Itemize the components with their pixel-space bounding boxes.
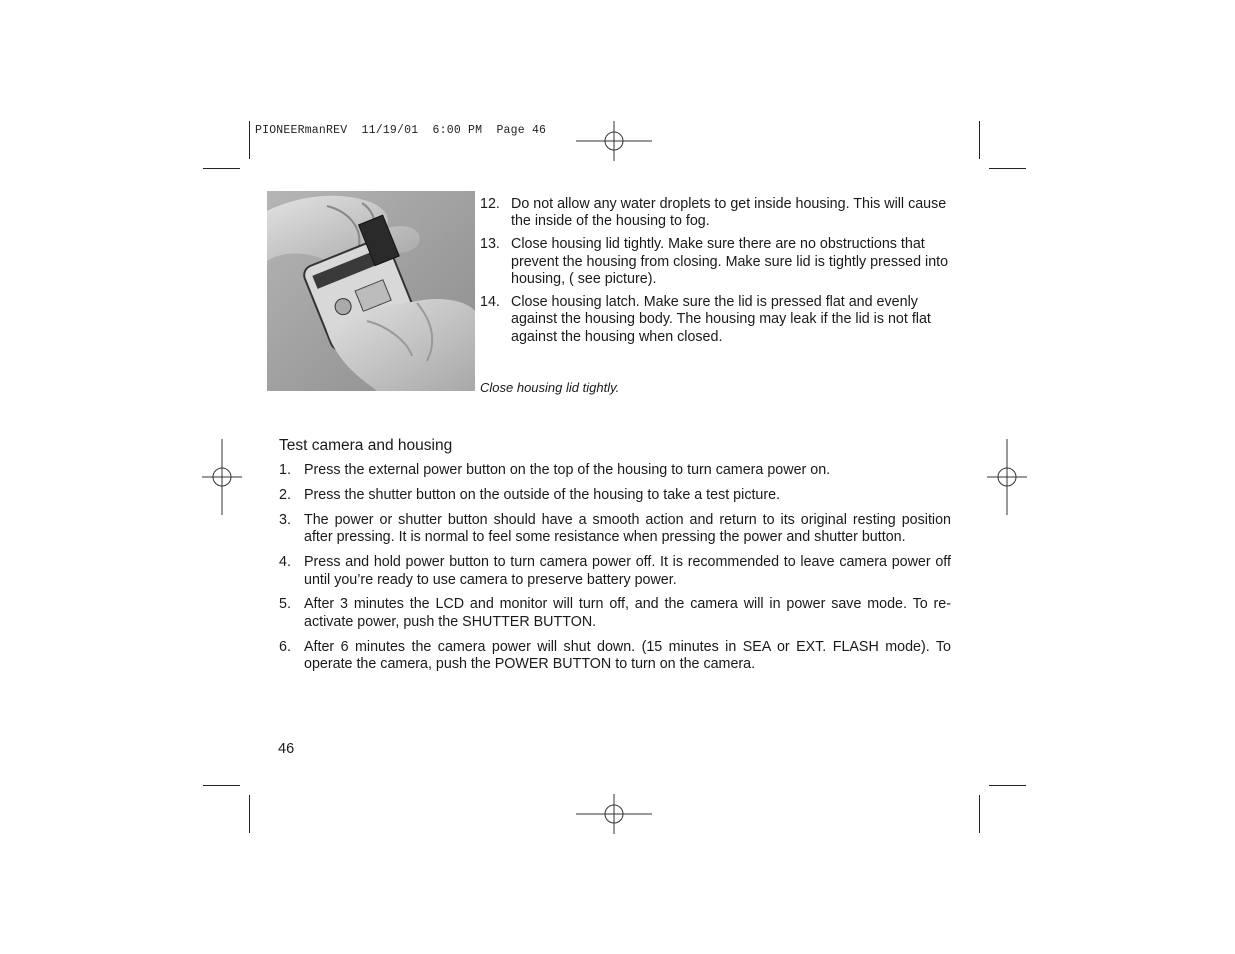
- step-text: After 3 minutes the LCD and monitor will turn off, and the camera will in power save mode. To re-activate power, push the SHUTTER BUTTON.: [304, 596, 951, 630]
- step-number: 2.: [279, 486, 291, 503]
- section-heading: Test camera and housing: [279, 437, 453, 454]
- crop-mark-bottom-left-horizontal: [203, 785, 240, 786]
- crop-mark-top-right-horizontal: [989, 168, 1026, 169]
- step-text: Press the external power button on the top of the housing to turn camera power on.: [304, 462, 831, 478]
- step-number: 14.: [480, 294, 500, 311]
- step-number: 13.: [480, 236, 500, 253]
- step-text: The power or shutter button should have a smooth action and return to its original resting position after pressing. It is normal to feel some resistance when pressing the power and shutter button.: [304, 511, 951, 546]
- list-item: [279, 462, 951, 479]
- main-steps-list: [279, 462, 951, 681]
- photo-caption: Close housing lid tightly.: [480, 380, 620, 395]
- crop-mark-top-left-vertical: [249, 121, 250, 159]
- step-text: After 6 minutes the camera power will shut down. (15 minutes in SEA or EXT. FLASH mode). To operate the camera, push the POWER BUTTON to turn on the camera.: [304, 638, 951, 673]
- crop-mark-bottom-right-horizontal: [989, 785, 1026, 786]
- crop-mark-top-left-horizontal: [203, 168, 240, 169]
- registration-mark-top: [576, 121, 652, 161]
- step-text: Press the shutter button on the outside of the housing to take a test picture.: [304, 486, 781, 503]
- registration-mark-left: [202, 439, 242, 515]
- print-slug: PIONEERmanREV 11/19/01 6:00 PM Page 46: [255, 124, 547, 137]
- page-number: 46: [278, 741, 295, 757]
- list-item: [279, 512, 951, 547]
- step-number: 1.: [279, 462, 291, 478]
- list-item: [480, 294, 958, 346]
- crop-mark-bottom-left-vertical: [249, 795, 250, 833]
- registration-mark-bottom: [576, 794, 652, 834]
- step-text: Close housing latch. Make sure the lid is pressed flat and evenly against the housing body. The housing may leak if the lid is not flat against the housing when closed.: [511, 294, 931, 345]
- list-item: [480, 196, 958, 231]
- list-item: [279, 554, 951, 589]
- step-number: 4.: [279, 554, 291, 571]
- registration-mark-right: [987, 439, 1027, 515]
- top-steps-list: [480, 196, 958, 352]
- crop-mark-bottom-right-vertical: [979, 795, 980, 833]
- step-number: 12.: [480, 196, 500, 212]
- list-item: [279, 487, 951, 504]
- step-text: Do not allow any water droplets to get inside housing. This will cause the inside of the housing to fog.: [511, 196, 947, 230]
- crop-mark-top-right-vertical: [979, 121, 980, 159]
- hands-holding-housing-illustration: [267, 191, 475, 391]
- step-text: Close housing lid tightly. Make sure there are no obstructions that prevent the housing from closing. Make sure lid is tightly pressed into housing, ( see picture).: [511, 236, 949, 288]
- step-number: 6.: [279, 638, 291, 655]
- list-item: [279, 639, 951, 674]
- list-item: [480, 236, 958, 288]
- step-number: 3.: [279, 511, 291, 528]
- list-item: [279, 596, 951, 631]
- housing-photo: [267, 191, 475, 391]
- step-text: Press and hold power button to turn camera power off. It is recommended to leave camera power off until you’re ready to use camera to preserve battery power.: [304, 554, 951, 588]
- step-number: 5.: [279, 596, 291, 613]
